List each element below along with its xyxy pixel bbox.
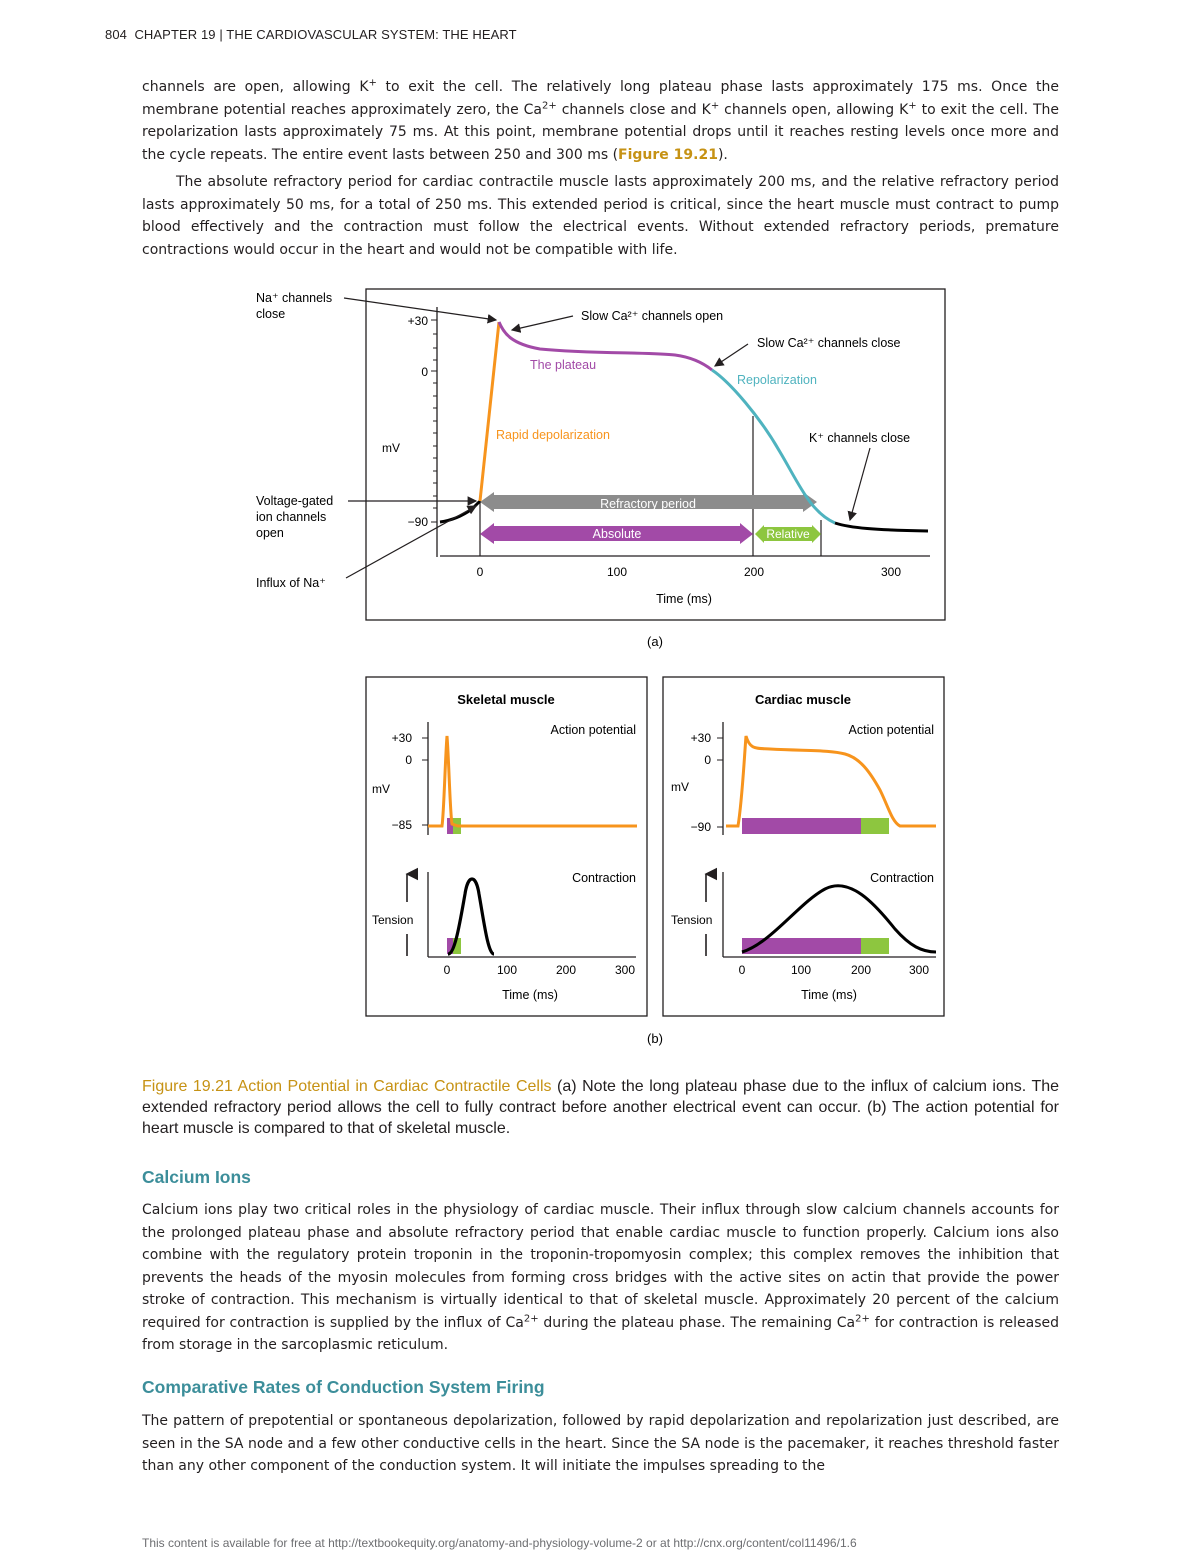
x-tick-300: 300 [880, 565, 902, 579]
absolute-label: Absolute [592, 527, 642, 541]
skeletal-ap-curve [428, 736, 637, 826]
absolute-bar [480, 523, 753, 544]
paragraph-3: Calcium ions play two critical roles in the physiology of cardiac muscle. Their influx through slow calcium channels accounts for the prolonged plateau phase and absolute refractory period that enable cardiac muscle to function properly. Calcium ions also combine with the regulatory protein troponin in the troponin-tropomyosin complex; this complex removes the inhibition that prevents the heads of the myosin molecules from forming cross bridges with the active sites on actin that provide the power stroke of contraction. This mechanism is virtually identical to that of skeletal muscle. Approximately 20 percent of the calcium required for contraction is supplied by the influx of $Ca^{2+}$ during the plateau phase. The remaining $Ca^{2+}$ for contraction is released from storage in the sarcoplasmic reticulum. [142, 1202, 1059, 1353]
svg-text:Tension: Tension [671, 913, 713, 927]
y-axis-label: mV [382, 441, 400, 455]
svg-text:Time (ms): Time (ms) [502, 988, 558, 1002]
paragraph-2: The absolute refractory period for cardiac contractile muscle lasts approximately 200 ms, and the relative refractory period lasts approximately 50 ms, for a total of 250 ms. This extended period is critical, since the heart muscle must contract to pump blood effectively and the contraction must follow the electrical events. Without extended refractory periods, premature contractions would occur in the heart and would not be compatible with life. [142, 174, 1059, 258]
rapid-depolarization-curve [480, 322, 499, 501]
skeletal-title: Skeletal muscle [457, 692, 555, 707]
paragraph-1: channels are open, allowing K+ to exit the cell. The relatively long plateau phase lasts approximately 175 ms. Once the membrane potential reaches approximately zero, the $Ca^{2+}$ channels close and K+ channels open, allowing K+ to exit the cell. The repolarization lasts approximately 75 ms. At this point, membrane potential drops until it reaches resting levels once more and the cycle repeats. The entire event lasts between 250 and 300 ms (Figure 19.21). [142, 77, 1060, 163]
svg-text:200: 200 [555, 963, 577, 977]
section-title-calcium-ions: Calcium Ions [142, 1167, 251, 1187]
footer-availability: This content is available for free at http://textbookequity.org/anatomy-and-physiology-volume-2 or at http://cnx.org/content/col11496/1.6 [142, 1536, 857, 1550]
cardiac-ap-curve [726, 736, 936, 826]
x-tick-200: 200 [743, 565, 765, 579]
relative-bar [755, 525, 821, 543]
svg-text:0: 0 [443, 963, 451, 977]
caption-text: (a) Note the long plateau phase due to the influx of calcium ions. The extended refractory period allows the cell to fully contract before another electrical event can occur. (b) The action potential for heart muscle is compared to that of skeletal muscle. [142, 1078, 1060, 1137]
y-tick-neg90: −90 [407, 515, 428, 529]
svg-text:Time (ms): Time (ms) [801, 988, 857, 1002]
refractory-label: Refractory period [600, 497, 696, 511]
svg-text:+30: +30 [690, 731, 711, 745]
repolarization-label: Repolarization [737, 373, 817, 387]
y-tick-30: +30 [407, 314, 428, 328]
skeletal-contraction-curve [448, 879, 494, 954]
plateau-label: The plateau [530, 358, 597, 372]
figure-a-label: (a) [647, 634, 663, 649]
cardiac-contraction-label: Contraction [870, 871, 934, 885]
figure-b [360, 672, 960, 1052]
running-header [105, 27, 517, 42]
cardiac-ap-label: Action potential [848, 723, 934, 737]
figure-b-label: (b) [647, 1031, 663, 1046]
svg-text:100: 100 [790, 963, 812, 977]
figure-a [250, 282, 950, 654]
svg-text:100: 100 [496, 963, 518, 977]
skeletal-ap-label: Action potential [550, 723, 636, 737]
x-axis-title: Time (ms) [656, 592, 712, 606]
svg-text:0: 0 [405, 753, 412, 767]
cardiac-title: Cardiac muscle [754, 692, 852, 707]
svg-text:300: 300 [908, 963, 930, 977]
section-title-conduction-rates: Comparative Rates of Conduction System Firing [142, 1377, 545, 1397]
running-title: CHAPTER 19 | THE CARDIOVASCULAR SYSTEM: THE HEART [134, 27, 517, 42]
svg-text:−85: −85 [391, 818, 412, 832]
figure-caption [142, 1076, 1059, 1139]
k-close-label: K⁺ channels close [809, 431, 911, 445]
caption-title: Figure 19.21 Action Potential in Cardiac Contractile Cells [142, 1078, 552, 1095]
svg-text:+30: +30 [391, 731, 412, 745]
svg-text:Tension: Tension [372, 913, 414, 927]
cardiac-panel [663, 677, 944, 1016]
ca-close-label: Slow Ca²⁺ channels close [757, 336, 901, 350]
figure-link[interactable]: Figure 19.21 [618, 146, 718, 163]
svg-text:mV: mV [671, 780, 689, 794]
skeletal-panel [366, 677, 647, 1016]
rapid-depolarization-label: Rapid depolarization [496, 428, 610, 442]
x-tick-0: 0 [476, 565, 484, 579]
y-tick-0: 0 [421, 365, 428, 379]
skeletal-contraction-label: Contraction [572, 871, 636, 885]
svg-text:−90: −90 [690, 820, 711, 834]
na-close-label: Na⁺ channels close [256, 291, 333, 321]
svg-text:300: 300 [614, 963, 636, 977]
paragraph-4: The pattern of prepotential or spontaneous depolarization, followed by rapid depolarization and repolarization just described, are seen in the SA node and a few other conductive cells in the heart. Since the SA node is the pacemaker, it reaches threshold faster than any other component of the conduction system. It will initiate the impulses spreading to the [142, 1413, 1059, 1474]
resting-curve [835, 523, 928, 531]
prepotential-curve [440, 501, 480, 522]
page-number: 804 [105, 27, 127, 42]
svg-text:200: 200 [850, 963, 872, 977]
voltage-gated-label: Voltage-gated ion channels open [256, 494, 334, 540]
x-tick-100: 100 [606, 565, 628, 579]
ca-open-label: Slow Ca²⁺ channels open [581, 309, 724, 323]
svg-text:0: 0 [704, 753, 711, 767]
svg-text:0: 0 [738, 963, 746, 977]
refractory-bar [480, 492, 817, 512]
relative-label: Relative [766, 527, 810, 541]
influx-na-label: Influx of Na⁺ [256, 576, 326, 590]
svg-text:mV: mV [372, 782, 390, 796]
